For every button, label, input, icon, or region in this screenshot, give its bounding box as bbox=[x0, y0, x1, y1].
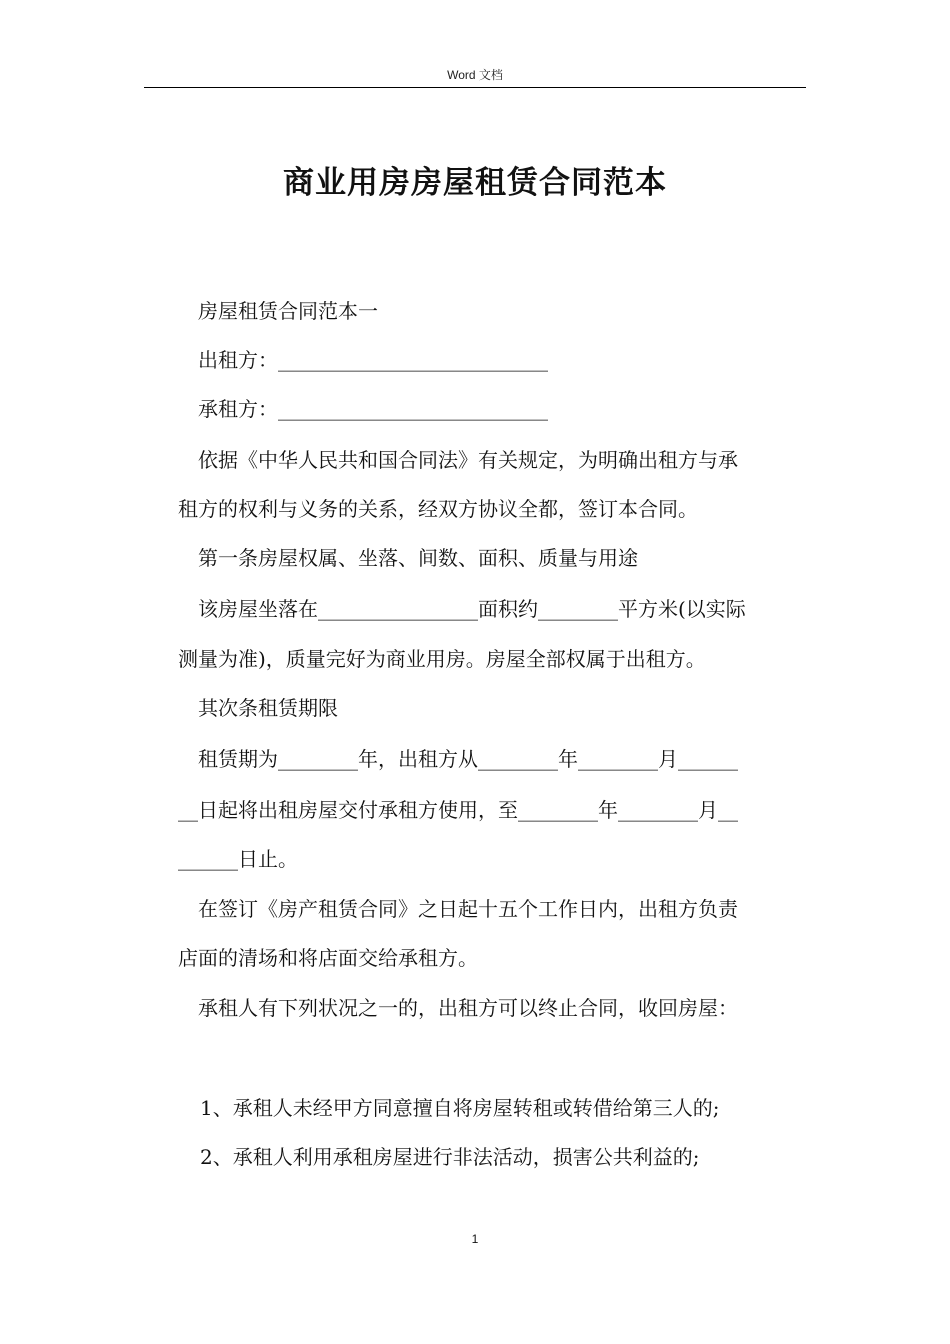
list-item: 1、承租人未经甲方同意擅自将房屋转租或转借给第三人的; bbox=[200, 1096, 720, 1120]
paragraph-line: __日起将出租房屋交付承租方使用，至________年________月__ bbox=[178, 798, 738, 822]
article-heading: 其次条租赁期限 bbox=[198, 696, 338, 720]
lessee-line: 承租方：___________________________ bbox=[198, 397, 548, 421]
paragraph-line: ______日止。 bbox=[178, 847, 298, 871]
lessor-line: 出租方：___________________________ bbox=[198, 348, 548, 372]
paragraph-line: 租方的权利与义务的关系，经双方协议全都，签订本合同。 bbox=[178, 497, 698, 521]
page-number: 1 bbox=[471, 1232, 479, 1246]
paragraph-line: 在签订《房产租赁合同》之日起十五个工作日内，出租方负责 bbox=[198, 897, 738, 921]
paragraph-line: 该房屋坐落在________________面积约________平方米(以实际 bbox=[198, 597, 746, 621]
article-heading: 第一条房屋权属、坐落、间数、面积、质量与用途 bbox=[198, 546, 638, 570]
header-rule bbox=[144, 87, 806, 88]
paragraph-line: 租赁期为________年，出租方从________年________月______ bbox=[198, 747, 738, 771]
list-item: 2、承租人利用承租房屋进行非法活动，损害公共利益的; bbox=[200, 1145, 700, 1169]
paragraph-line: 承租人有下列状况之一的，出租方可以终止合同，收回房屋： bbox=[198, 996, 738, 1020]
paragraph-line: 测量为准)，质量完好为商业用房。房屋全部权属于出租方。 bbox=[178, 647, 706, 671]
section-heading: 房屋租赁合同范本一 bbox=[198, 299, 378, 323]
header-label: Word 文档 bbox=[447, 68, 503, 82]
paragraph-line: 依据《中华人民共和国合同法》有关规定，为明确出租方与承 bbox=[198, 448, 738, 472]
paragraph-line: 店面的清场和将店面交给承租方。 bbox=[178, 946, 478, 970]
document-title: 商业用房房屋租赁合同范本 bbox=[283, 165, 667, 201]
